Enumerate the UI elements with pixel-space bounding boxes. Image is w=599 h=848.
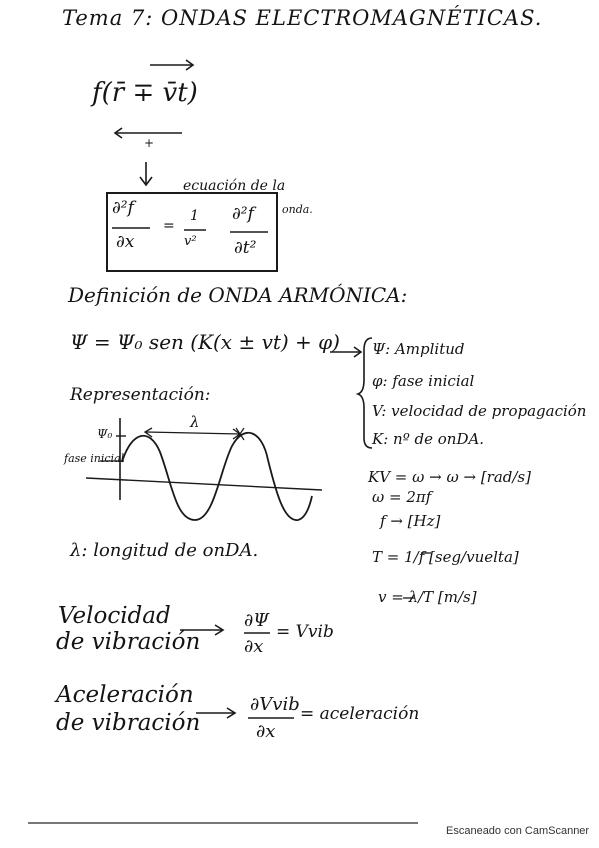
vib-acceleration-label-2: de vibración bbox=[56, 710, 201, 736]
vib-velocity-numerator: ∂Ψ bbox=[244, 610, 270, 631]
harmonic-wave-heading: Definición de ONDA ARMÓNICA: bbox=[68, 283, 408, 307]
graph-x-axis bbox=[86, 478, 322, 490]
sine-wave bbox=[122, 433, 312, 520]
pde-lhs-numerator: ∂²f bbox=[112, 198, 134, 218]
function-expression: f(r̄ ∓ v̄t) bbox=[92, 78, 198, 108]
vib-acceleration-result: = aceleración bbox=[300, 704, 420, 724]
pde-coef-denominator: v² bbox=[184, 234, 197, 249]
vib-velocity-denominator: ∂x bbox=[244, 636, 264, 657]
pde-rhs-numerator: ∂²f bbox=[232, 204, 254, 224]
vib-acceleration-label-1: Aceleración bbox=[56, 682, 194, 708]
pde-equals: = bbox=[163, 218, 175, 234]
representation-label: Representación: bbox=[70, 385, 211, 405]
camscanner-watermark: Escaneado con CamScanner bbox=[446, 825, 590, 837]
relation-frequency: f → [Hz] bbox=[380, 512, 441, 530]
pde-lhs-denominator: ∂x bbox=[116, 232, 135, 252]
relation-period: T = 1/f [seg/vuelta] bbox=[372, 548, 519, 566]
vib-velocity-label-1: Velocidad bbox=[58, 603, 171, 629]
pde-rhs-denominator: ∂t² bbox=[234, 238, 257, 258]
vib-acceleration-numerator: ∂Vvib bbox=[250, 694, 300, 715]
scan-edge-line bbox=[28, 822, 418, 824]
wavelength-definition: λ: longitud de onDA. bbox=[70, 540, 259, 561]
wave-equation-note-2: onda. bbox=[282, 203, 313, 216]
wave-equation-note: ecuación de la bbox=[183, 178, 286, 194]
sign-note: + bbox=[144, 136, 155, 150]
vib-velocity-label-2: de vibración bbox=[56, 629, 201, 655]
relation-omega-2pif: ω = 2πf bbox=[372, 488, 432, 506]
harmonic-wave-equation: Ψ = Ψ₀ sen (K(x ± vt) + φ) bbox=[70, 330, 340, 354]
page-title: Tema 7: ONDAS ELECTROMAGNÉTICAS. bbox=[62, 6, 543, 30]
definition-velocity: V: velocidad de propagación bbox=[372, 402, 587, 420]
definition-wave-number: K: nº de onDA. bbox=[372, 430, 485, 448]
relation-velocity: v = λ/T [m/s] bbox=[378, 588, 477, 606]
vib-velocity-result: = Vvib bbox=[276, 622, 334, 642]
definition-initial-phase: φ: fase inicial bbox=[372, 372, 475, 390]
pde-coef-numerator: 1 bbox=[190, 208, 199, 224]
definitions-brace bbox=[358, 338, 372, 448]
vib-acceleration-denominator: ∂x bbox=[256, 721, 276, 742]
graph-amplitude-label: Ψ₀ bbox=[97, 427, 113, 441]
definition-amplitude: Ψ: Amplitud bbox=[372, 340, 465, 358]
graph-wavelength-label: λ bbox=[190, 413, 200, 431]
wavelength-arrow bbox=[146, 432, 240, 434]
graph-phase-label: fase inicial bbox=[64, 452, 125, 465]
relation-omega: KV = ω → ω → [rad/s] bbox=[368, 468, 531, 486]
